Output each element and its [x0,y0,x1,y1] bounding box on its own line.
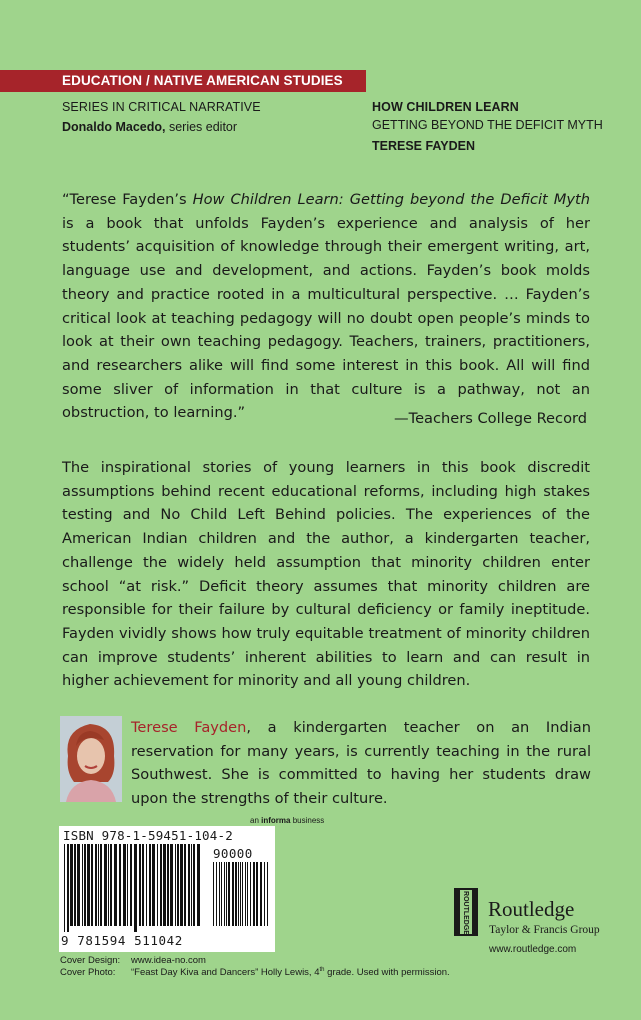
barcode-bar [114,844,117,926]
barcode-bar [67,844,69,932]
barcode-bar [260,862,262,926]
barcode-bar [98,844,99,926]
publisher-group: Taylor & Francis Group [489,924,600,936]
barcode-bar [235,862,237,926]
barcode-bar [119,844,121,926]
barcode-bar [250,862,251,926]
author-portrait-image [60,716,122,802]
barcode-bar [224,862,225,926]
editor-role: series editor [165,120,238,134]
barcode-bar [127,844,128,926]
informa-tagline [250,816,324,825]
author-bio [131,716,591,811]
barcode-bar [108,844,109,926]
barcode-bar [170,844,173,926]
cover-design-label: Cover Design: [60,955,121,966]
ean-barcode-bars [63,844,203,932]
barcode-bar [100,844,102,926]
series-title: SERIES IN CRITICAL NARRATIVE [62,100,261,114]
price-code: 90000 [213,846,253,861]
barcode-bar [238,862,239,926]
barcode-bar [64,844,65,932]
informa-suffix: business [290,816,325,825]
barcode-bar [216,862,217,926]
barcode-bar [157,844,158,926]
barcode-bar [197,844,200,926]
author-bio-name: Terese Fayden [131,719,247,736]
barcode-bar [228,862,230,926]
cover-photo-text-end: grade. Used with permission. [324,967,450,978]
barcode-bar [77,844,80,926]
barcode-bar [219,862,220,926]
barcode-bar [123,844,126,926]
ean-digits: 9 781594 511042 [61,933,183,948]
cover-photo-value [131,967,450,979]
addon-barcode-bars [212,862,270,932]
barcode-bar [180,844,183,926]
series-info [62,100,261,134]
barcode-bar [110,844,112,926]
book-title: HOW CHILDREN LEARN [372,100,519,114]
barcode-bar [134,844,137,932]
barcode-bar [163,844,166,926]
quote-book-title: How Children Learn: Getting beyond the Deficit Myth [192,191,590,208]
barcode-bar [191,844,192,926]
isbn-number: ISBN 978-1-59451-104-2 [63,828,233,843]
barcode-bar [175,844,176,926]
quote-open: “Terese Fayden’s [62,191,193,208]
barcode-bar [188,844,190,926]
quote-body: is a book that unfolds Fayden’s experience and analysis of her students’ acquisition of knowledge through their emergent writing, art, language use and development, and actions. Fayden’s book molds theory and practice rooted in a multicultural perspective. … Fayden’s critical look at teaching pedagogy will no doubt open people’s minds to look at their own teaching pedagogy. Teachers, trainers, practitioners, and researchers alike will find some interest in this book. All will find some sliver of information in that culture is a pathway, not an obstruction, to learning.” [62,214,590,422]
publisher-website: www.routledge.com [489,944,577,955]
barcode-bar [242,862,243,926]
barcode-bar [177,844,179,926]
publisher-name: Routledge [488,897,575,921]
barcode-bar [253,862,255,926]
barcode-bar [130,844,132,926]
book-author: TERESE FAYDEN [372,139,476,153]
barcode-bar [232,862,234,926]
informa-prefix: an [250,816,262,825]
editor-name: Donaldo Macedo, [62,120,166,134]
cover-photo-ordinal: th [319,966,325,973]
book-description: The inspirational stories of young learners in this book discredit assumptions behind recent educational reforms, including high stakes testing and No Child Left Behind policies. The experiences of the American Indian children and the author, a kindergarten teacher, challenge the widely held assumption that minority children enter school “at risk.” Deficit theory assumes that minority children are responsible for their failure by cultural deficiency or family ineptitude. Fayden vividly shows how truly equitable treatment of minority children can improve students’ inherent abilities to learn and can result in higher achievement for minority and all young children. [62,459,590,690]
author-bio-text: , a kindergarten teacher on an Indian reservation for many years, is currently teaching in the rural Southwest. She is committed to having her students draw upon the strengths of their culture. [131,719,591,808]
isbn-barcode [59,826,275,952]
barcode-bar [149,844,151,926]
barcode-bar [267,862,268,926]
barcode-bar [84,844,86,926]
cover-photo-credit [60,967,450,979]
cover-photo-text: “Feast Day Kiva and Dancers” Holly Lewis, 4 [131,967,320,978]
category-banner: EDUCATION / NATIVE AMERICAN STUDIES [0,70,366,92]
book-subtitle: GETTING BEYOND THE DEFICIT MYTH [372,118,603,132]
barcode-bar [240,862,241,926]
barcode-bar [193,844,195,926]
barcode-bar [221,862,222,926]
barcode-bar [146,844,147,926]
barcode-bar [74,844,76,926]
barcode-bar [226,862,227,926]
barcode-bar [152,844,155,926]
series-editor [62,120,261,134]
routledge-logo-icon [450,888,482,938]
barcode-bar [160,844,162,926]
barcode-bar [167,844,169,926]
barcode-bar [139,844,141,926]
barcode-bar [213,862,214,926]
cover-photo-label: Cover Photo: [60,967,116,978]
barcode-bar [245,862,246,926]
review-quote [62,188,590,425]
barcode-bar [264,862,265,926]
barcode-bar [82,844,83,926]
barcode-bar [104,844,107,926]
cover-credits [60,955,450,979]
cover-design-credit [60,955,450,967]
cover-design-value: www.idea-no.com [131,955,206,966]
barcode-bar [70,844,73,926]
routledge-logo-text: ROUTLEDGE [462,891,470,935]
barcode-bar [95,844,97,926]
informa-brand: informa [261,816,291,825]
barcode-bar [247,862,248,926]
barcode-bar [142,844,144,926]
barcode-bar [256,862,258,926]
quote-attribution: —Teachers College Record [394,410,587,427]
author-photo [60,716,122,802]
book-info [372,100,603,153]
barcode-bar [184,844,186,926]
barcode-bar [87,844,90,926]
barcode-bar [91,844,93,926]
